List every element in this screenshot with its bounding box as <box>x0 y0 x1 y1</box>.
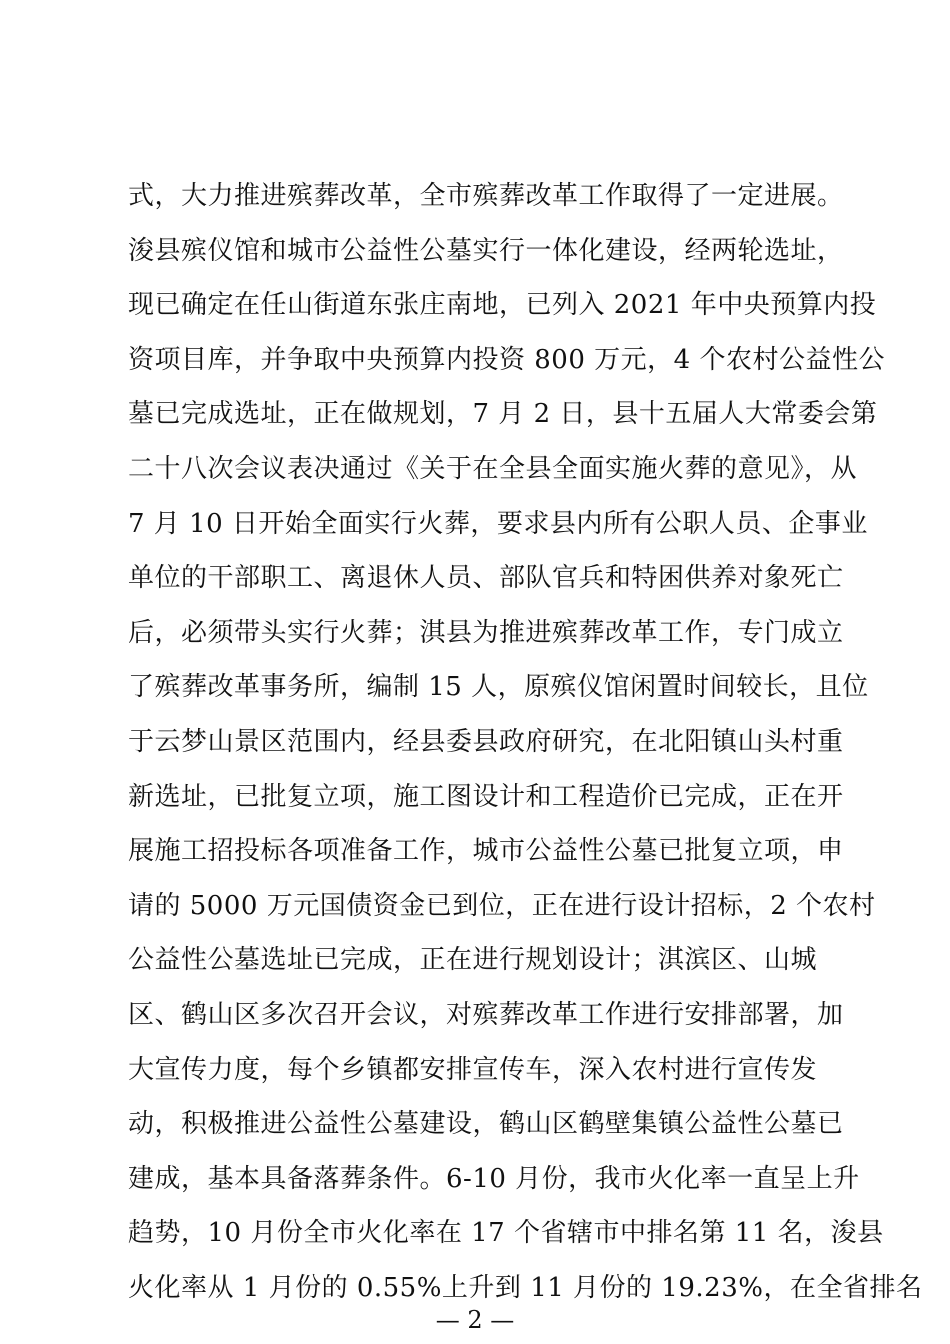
text-line-1: 式，大力推进殡葬改革，全市殡葬改革工作取得了一定进展。 <box>128 181 844 211</box>
text-line-10: 了殡葬改革事务所，编制 15 人，原殡仪馆闲置时间较长，且位 <box>128 672 869 703</box>
text-line-11: 于云梦山景区范围内，经县委县政府研究，在北阳镇山头村重 <box>128 726 844 757</box>
text-line-20: 趋势，10 月份全市火化率在 17 个省辖市中排名第 11 名，浚县 <box>128 1218 884 1249</box>
text-line-12: 新选址，已批复立项，施工图设计和工程造价已完成，正在开 <box>128 781 844 812</box>
text-line-16: 区、鹤山区多次召开会议，对殡葬改革工作进行安排部署，加 <box>128 999 844 1030</box>
text-line-14: 请的 5000 万元国债资金已到位，正在进行设计招标，2 个农村 <box>128 890 876 921</box>
text-line-13: 展施工招投标各项准备工作，城市公益性公墓已批复立项，申 <box>128 836 844 867</box>
text-line-8: 单位的干部职工、离退休人员、部队官兵和特困供养对象死亡 <box>128 563 844 594</box>
text-line-19: 建成，基本具备落葬条件。6-10 月份，我市火化率一直呈上升 <box>128 1163 860 1194</box>
text-line-18: 动，积极推进公益性公墓建设，鹤山区鹤壁集镇公益性公墓已 <box>128 1109 844 1140</box>
text-line-4: 资项目库，并争取中央预算内投资 800 万元，4 个农村公益性公 <box>128 344 885 375</box>
body-text <box>128 169 923 1315</box>
text-line-21: 火化率从 1 月份的 0.55%上升到 11 月份的 19.23%，在全省排名 <box>128 1272 923 1303</box>
text-line-15: 公益性公墓选址已完成，正在进行规划设计；淇滨区、山城 <box>128 945 818 976</box>
text-line-17: 大宣传力度，每个乡镇都安排宣传车，深入农村进行宣传发 <box>128 1054 818 1085</box>
page-number: — 2 — <box>435 1306 515 1334</box>
text-line-7: 7 月 10 日开始全面实行火葬，要求县内所有公职人员、企事业 <box>128 508 868 539</box>
text-line-9: 后，必须带头实行火葬；淇县为推进殡葬改革工作，专门成立 <box>128 617 844 648</box>
text-line-6: 二十八次会议表决通过《关于在全县全面实施火葬的意见》，从 <box>128 453 858 484</box>
text-line-3: 现已确定在任山街道东张庄南地，已列入 2021 年中央预算内投 <box>128 290 877 321</box>
text-line-5: 墓已完成选址，正在做规划，7 月 2 日，县十五届人大常委会第 <box>128 399 878 430</box>
text-line-2: 浚县殡仪馆和城市公益性公墓实行一体化建设，经两轮选址， <box>128 235 844 266</box>
